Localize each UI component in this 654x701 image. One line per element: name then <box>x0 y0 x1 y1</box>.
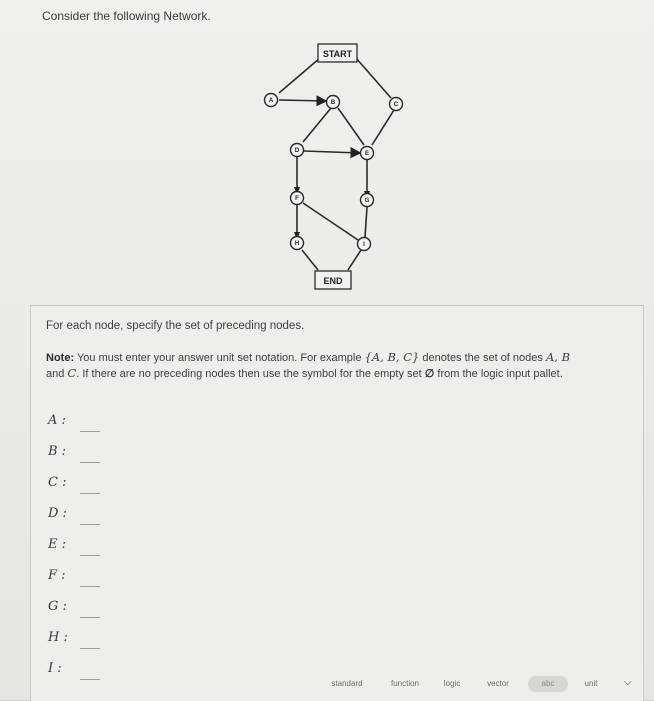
node-i-label: I <box>363 242 365 248</box>
node-a-label: A <box>268 98 274 104</box>
prompt-text: For each node, specify the set of preceding nodes. <box>46 320 305 332</box>
edge-start-a <box>279 58 320 93</box>
start-label: START <box>322 49 353 59</box>
answer-label-c: C : <box>48 475 67 490</box>
edge-b-d <box>303 108 331 142</box>
tab-abc[interactable]: abc <box>528 676 568 692</box>
edge-g-i <box>365 207 367 237</box>
note-text-3: and <box>46 368 68 380</box>
note-node-c: C <box>67 366 77 380</box>
tab-vector[interactable]: vector <box>487 679 509 688</box>
note-text-1: You must enter your answer unit set notation. For example <box>74 352 365 364</box>
answer-input-e[interactable] <box>80 541 100 556</box>
node-b-label: B <box>330 100 336 106</box>
edge-a-b <box>279 100 326 101</box>
answer-row-f <box>48 568 118 590</box>
note-nodes-ab: A, B <box>545 350 571 364</box>
node-h-label: H <box>294 241 300 247</box>
answer-input-g[interactable] <box>80 603 100 618</box>
answer-input-c[interactable] <box>80 479 100 494</box>
edge-c-e <box>372 110 394 145</box>
answer-row-h <box>48 630 118 652</box>
intro-text: Consider the following Network. <box>42 9 211 23</box>
answer-label-d: D : <box>48 506 67 521</box>
edge-d-e <box>304 151 360 153</box>
edge-start-c <box>356 58 391 98</box>
answer-label-g: G : <box>48 599 67 614</box>
edge-h-end <box>302 250 318 270</box>
answer-row-g <box>48 599 118 621</box>
note-text <box>46 350 636 382</box>
edge-b-e <box>338 108 364 145</box>
tab-logic[interactable]: logic <box>443 679 461 688</box>
input-palette-toolbar <box>322 673 642 695</box>
note-text-4: . If there are no preceding nodes then use the symbol for the empty set <box>76 368 425 380</box>
empty-set-symbol: ∅ <box>424 368 435 380</box>
answer-label-h: H : <box>48 630 68 645</box>
answer-input-d[interactable] <box>80 510 100 525</box>
answer-input-h[interactable] <box>80 634 100 649</box>
note-text-5: from the logic input pallet. <box>434 368 563 380</box>
answer-row-d <box>48 506 118 528</box>
answer-input-f[interactable] <box>80 572 100 587</box>
node-g-label: G <box>364 198 370 204</box>
answer-label-i: I : <box>48 661 62 676</box>
edge-i-end <box>348 250 361 270</box>
answer-label-e: E : <box>48 537 67 552</box>
node-e-label: E <box>364 151 370 157</box>
node-f-label: F <box>295 196 299 202</box>
answer-label-f: F : <box>48 568 66 583</box>
tab-unit[interactable]: unit <box>584 679 598 688</box>
chevron-down-icon[interactable]: ⌵ <box>624 677 632 688</box>
node-d-label: D <box>294 148 300 154</box>
answer-input-a[interactable] <box>80 417 100 432</box>
tab-function[interactable]: function <box>390 679 420 688</box>
answer-row-b <box>48 444 118 466</box>
answer-input-b[interactable] <box>80 448 100 463</box>
end-label: END <box>323 276 343 286</box>
edge-f-i <box>303 203 358 240</box>
network-diagram <box>0 0 654 300</box>
answer-input-i[interactable] <box>80 665 100 680</box>
answer-row-a <box>48 413 118 435</box>
answer-label-b: B : <box>48 444 67 459</box>
answer-row-c <box>48 475 118 497</box>
note-label: Note: <box>46 352 75 364</box>
answer-label-a: A : <box>48 413 66 428</box>
tab-standard[interactable]: standard <box>331 679 363 688</box>
answer-row-i <box>48 661 118 683</box>
answer-row-e <box>48 537 118 559</box>
node-c-label: C <box>393 102 399 108</box>
note-text-2: denotes the set of nodes <box>419 352 546 364</box>
note-example-set: {A, B, C} <box>364 350 420 364</box>
